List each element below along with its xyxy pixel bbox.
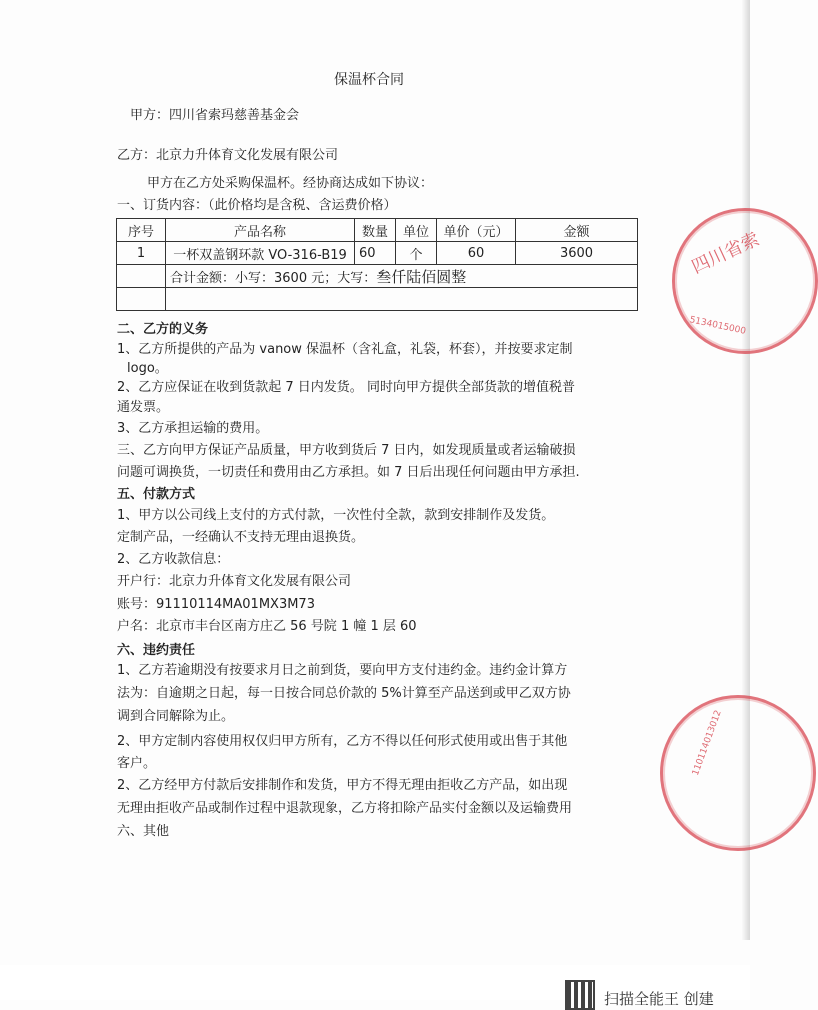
stamp-number: 5134015000 xyxy=(688,315,747,337)
table-cell xyxy=(166,288,638,311)
clause-text: 通发票。 xyxy=(117,400,170,415)
table-header-row xyxy=(117,219,638,242)
table-header-cell: 数量 xyxy=(355,219,396,242)
clause-text: 问题可调换货，一切责任和费用由乙方承担。如 7 日后出现任何问题由甲方承担. xyxy=(117,465,580,480)
qr-code-icon xyxy=(565,980,595,1010)
clause-text: 1、乙方若逾期没有按要求月日之前到货，要向甲方支付违约金。违约金计算方 xyxy=(117,663,568,678)
table-cell xyxy=(117,265,166,288)
clause-text: 调到合同解除为止。 xyxy=(117,709,235,724)
table-cell: 个 xyxy=(396,242,437,265)
clause-text: 2、乙方经甲方付款后安排制作和发货，甲方不得无理由拒收乙方产品，如出现 xyxy=(117,778,568,793)
total-cell xyxy=(166,265,638,288)
clause-text: 1、乙方所提供的产品为 vanow 保温杯（含礼盒，礼袋，杯套），并按要求定制 xyxy=(117,342,573,357)
table-empty-row xyxy=(117,288,638,311)
clause-text: 2、乙方收款信息： xyxy=(117,552,230,567)
party-a: 甲方：四川省索玛慈善基金会 xyxy=(130,108,300,123)
document-title: 保温杯合同 xyxy=(334,72,404,88)
table-cell: 60 xyxy=(355,242,396,265)
order-table xyxy=(116,218,638,311)
account-address: 户名：北京市丰台区南方庄乙 56 号院 1 幢 1 层 60 xyxy=(117,619,417,634)
table-cell xyxy=(117,288,166,311)
table-header-cell: 单位 xyxy=(396,219,437,242)
clause-text: 2、乙方应保证在收到货款起 7 日内发货。 同时向甲方提供全部货款的增值税普 xyxy=(117,380,575,395)
table-header-cell: 单价（元） xyxy=(437,219,516,242)
clause-text: 客户。 xyxy=(117,756,157,771)
stamp-text: 四川省索 xyxy=(688,228,763,279)
stamp-number: 110114013012 xyxy=(690,709,724,777)
clause-text: 三、乙方向甲方保证产品质量，甲方收到货后 7 日内，如发现质量或者运输破损 xyxy=(117,443,576,458)
clause-text: 法为：自逾期之日起，每一日按合同总价款的 5%计算至产品送到或甲乙双方协 xyxy=(117,686,571,701)
table-cell: 一杯双盖钢环款 VO-316-B19 xyxy=(166,242,355,265)
bank-name: 开户行：北京力升体育文化发展有限公司 xyxy=(117,574,352,589)
red-seal-stamp xyxy=(672,208,818,354)
table-total-row xyxy=(117,265,638,288)
section-other-title: 六、其他 xyxy=(117,824,170,839)
intro-text: 甲方在乙方处采购保温杯。经协商达成如下协议： xyxy=(147,176,434,191)
party-b: 乙方：北京力升体育文化发展有限公司 xyxy=(117,148,339,163)
clause-text: logo。 xyxy=(127,361,168,376)
total-label: 合计金额：小写：3600 元；大写： xyxy=(170,270,377,286)
clause-text: 2、甲方定制内容使用权仅归甲方所有，乙方不得以任何形式使用或出售于其他 xyxy=(117,734,568,749)
clause-text: 1、甲方以公司线上支付的方式付款，一次性付全款，款到安排制作及发货。 xyxy=(117,508,555,523)
table-header-cell: 序号 xyxy=(117,219,166,242)
clause-text: 3、乙方承担运输的费用。 xyxy=(117,421,269,436)
section-payment-title: 五、付款方式 xyxy=(117,487,196,502)
table-cell: 1 xyxy=(117,242,166,265)
table-cell: 3600 xyxy=(516,242,638,265)
red-seal-stamp xyxy=(660,695,816,851)
table-header-cell: 产品名称 xyxy=(166,219,355,242)
clause-text: 定制产品，一经确认不支持无理由退换货。 xyxy=(117,530,365,545)
clause-text: 无理由拒收产品或制作过程中退款现象，乙方将扣除产品实付金额以及运输费用 xyxy=(117,801,573,816)
table-row xyxy=(117,242,638,265)
section-order-title: 一、订货内容：（此价格均是含税、含运费价格） xyxy=(117,198,397,213)
account-number: 账号：91110114MA01MX3M73 xyxy=(117,597,315,612)
table-header-cell: 金额 xyxy=(516,219,638,242)
section-obligations-title: 二、乙方的义务 xyxy=(117,322,209,337)
scanner-brand-label: 扫描全能王 创建 xyxy=(604,990,714,1008)
section-breach-title: 六、违约责任 xyxy=(117,643,196,658)
table-cell: 60 xyxy=(437,242,516,265)
total-upper-amount: 叁仟陆佰圆整 xyxy=(376,267,467,286)
